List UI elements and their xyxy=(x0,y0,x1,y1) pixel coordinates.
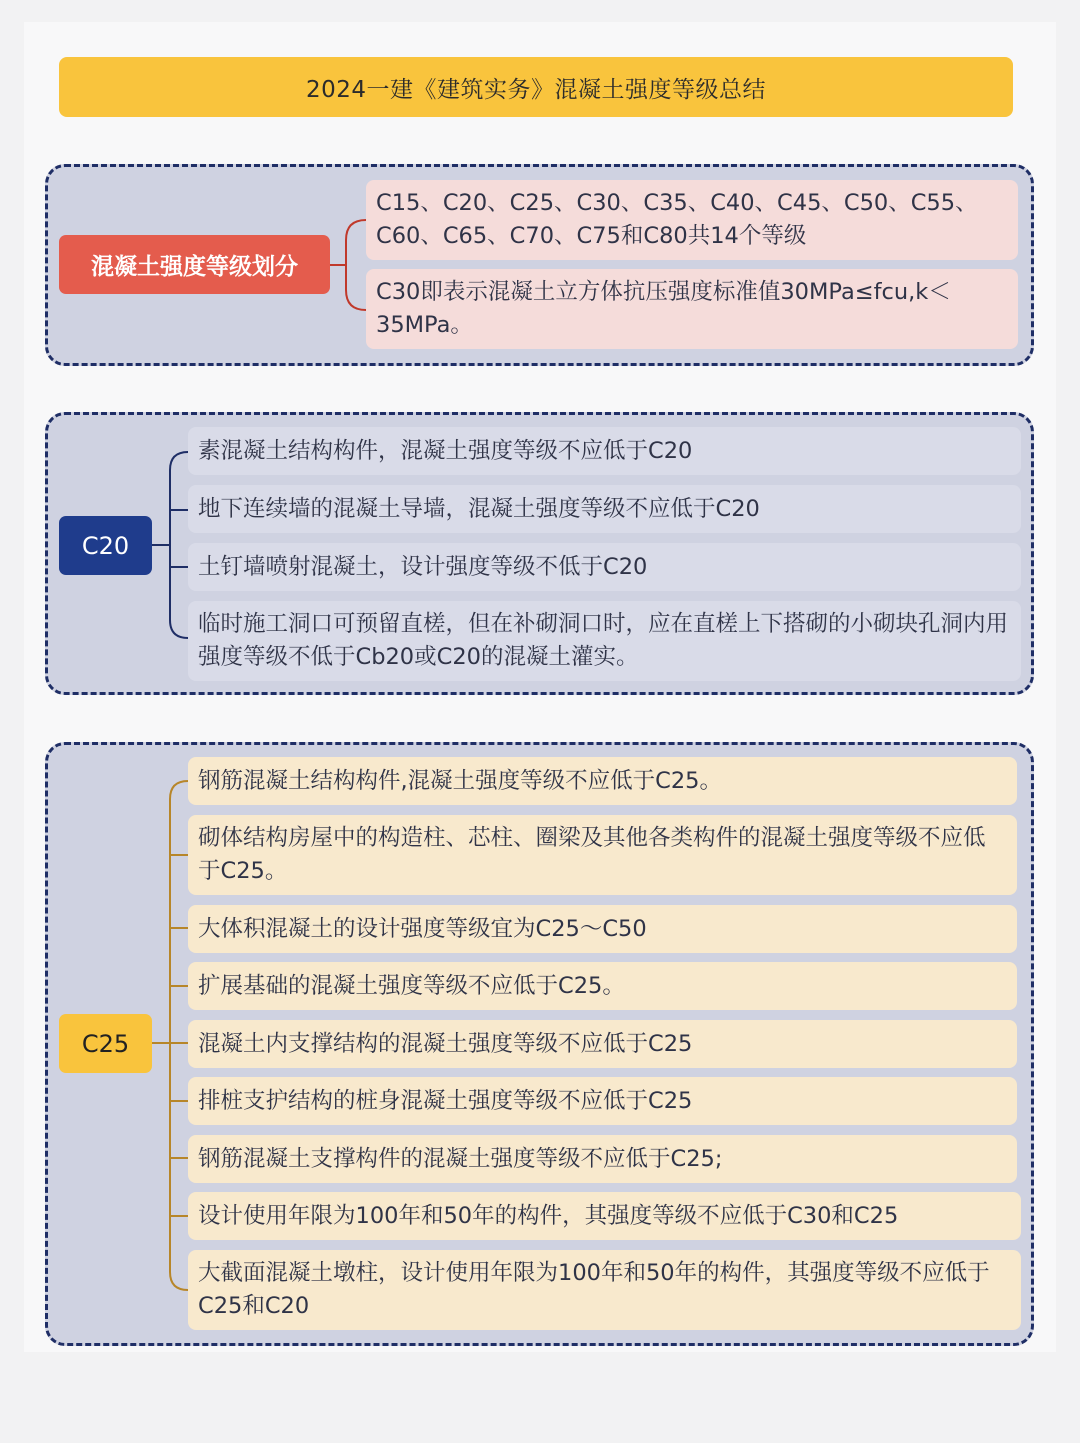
tag-c25: C25 xyxy=(59,1014,152,1073)
list-item: 排桩支护结构的桩身混凝土强度等级不应低于C25 xyxy=(188,1077,1017,1125)
list-item: 临时施工洞口可预留直槎，但在补砌洞口时，应在直槎上下搭砌的小砌块孔洞内用强度等级不低于Cb20或C20的混凝土灌实。 xyxy=(188,601,1021,681)
list-item: 素混凝土结构构件，混凝土强度等级不应低于C20 xyxy=(188,427,1021,475)
list-item: 钢筋混凝土支撑构件的混凝土强度等级不应低于C25; xyxy=(188,1135,1017,1183)
list-item: 砌体结构房屋中的构造柱、芯柱、圈梁及其他各类构件的混凝土强度等级不应低于C25。 xyxy=(188,815,1017,895)
list-item: 大体积混凝土的设计强度等级宜为C25～C50 xyxy=(188,905,1017,953)
list-item: 混凝土内支撑结构的混凝土强度等级不应低于C25 xyxy=(188,1020,1017,1068)
list-item: 钢筋混凝土结构构件,混凝土强度等级不应低于C25。 xyxy=(188,757,1017,805)
tag-c20: C20 xyxy=(59,516,152,575)
page-title: 2024一建《建筑实务》混凝土强度等级总结 xyxy=(59,57,1013,117)
list-item: 土钉墙喷射混凝土，设计强度等级不低于C20 xyxy=(188,543,1021,591)
list-item: 地下连续墙的混凝土导墙，混凝土强度等级不应低于C20 xyxy=(188,485,1021,533)
tag-grade-classification: 混凝土强度等级划分 xyxy=(59,235,330,294)
list-item: C15、C20、C25、C30、C35、C40、C45、C50、C55、C60、C65、C70、C75和C80共14个等级 xyxy=(366,180,1018,260)
bottom-margin xyxy=(0,1352,1080,1443)
list-item: C30即表示混凝土立方体抗压强度标准值30MPa≤fcu,k＜35MPa。 xyxy=(366,269,1018,349)
list-item: 大截面混凝土墩柱，设计使用年限为100年和50年的构件，其强度等级不应低于C25和C20 xyxy=(188,1250,1021,1330)
list-item: 设计使用年限为100年和50年的构件，其强度等级不应低于C30和C25 xyxy=(188,1192,1021,1240)
list-item: 扩展基础的混凝土强度等级不应低于C25。 xyxy=(188,962,1017,1010)
